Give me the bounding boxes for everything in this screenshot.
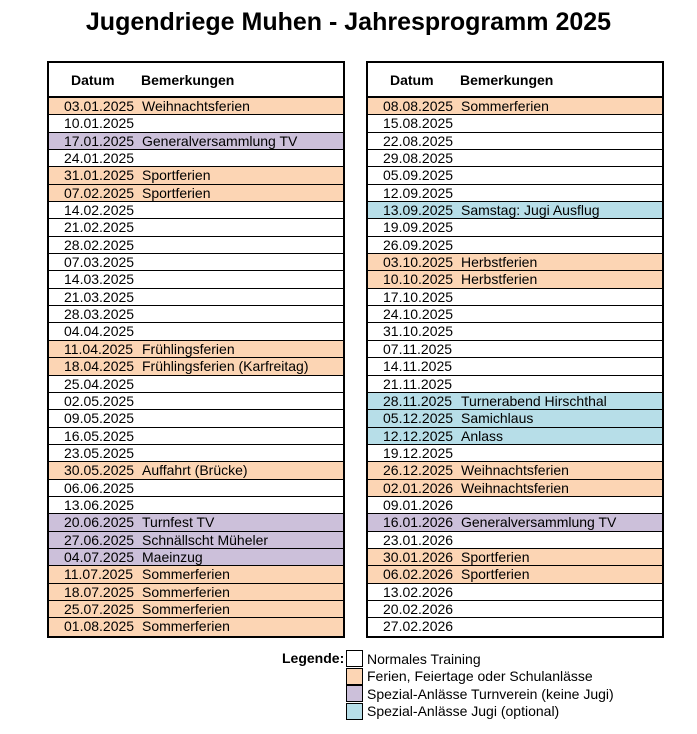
table-row bbox=[49, 584, 343, 601]
table-row bbox=[49, 566, 343, 583]
row-date: 28.11.2025 bbox=[383, 392, 453, 409]
row-date: 22.08.2025 bbox=[383, 132, 454, 149]
table-row bbox=[368, 133, 662, 150]
row-remark: Samichlaus bbox=[461, 410, 534, 427]
row-date: 12.12.2025 bbox=[383, 427, 454, 444]
row-remark: Sommerferien bbox=[142, 618, 230, 635]
table-row bbox=[49, 98, 343, 115]
row-date: 20.02.2026 bbox=[383, 600, 454, 617]
row-date: 28.02.2025 bbox=[64, 236, 135, 253]
row-date: 01.08.2025 bbox=[64, 618, 135, 635]
table-row bbox=[49, 167, 343, 184]
row-date: 05.09.2025 bbox=[383, 167, 454, 184]
row-date: 26.09.2025 bbox=[383, 236, 454, 253]
table-row bbox=[368, 219, 662, 236]
row-remark: Weihnachtsferien bbox=[461, 479, 569, 496]
row-date: 25.04.2025 bbox=[64, 375, 135, 392]
table-row bbox=[368, 410, 662, 427]
row-date: 19.09.2025 bbox=[383, 219, 454, 236]
table-row bbox=[49, 185, 343, 202]
row-date: 21.02.2025 bbox=[64, 219, 135, 236]
table-row bbox=[368, 150, 662, 167]
table-row bbox=[368, 185, 662, 202]
row-remark: Herbstferien bbox=[461, 271, 538, 288]
table-row bbox=[49, 462, 343, 479]
row-remark: Sportferien bbox=[142, 184, 211, 201]
row-remark: Generalversammlung TV bbox=[461, 514, 617, 531]
row-date: 14.03.2025 bbox=[64, 271, 135, 288]
row-remark: Turnfest TV bbox=[142, 514, 215, 531]
table-row bbox=[368, 323, 662, 340]
legend-swatch bbox=[346, 703, 363, 720]
table-row bbox=[49, 289, 343, 306]
row-date: 14.02.2025 bbox=[64, 202, 135, 219]
row-date: 16.01.2026 bbox=[383, 514, 454, 531]
table-row bbox=[49, 306, 343, 323]
table-row bbox=[368, 237, 662, 254]
row-date: 30.05.2025 bbox=[64, 462, 135, 479]
table-row bbox=[368, 549, 662, 566]
row-date: 10.01.2025 bbox=[64, 115, 135, 132]
legend-swatch bbox=[346, 685, 363, 702]
row-remark: Turnerabend Hirschthal bbox=[461, 392, 607, 409]
row-date: 04.04.2025 bbox=[64, 323, 135, 340]
table-row bbox=[49, 497, 343, 514]
table-row bbox=[49, 323, 343, 340]
row-date: 04.07.2025 bbox=[64, 548, 135, 565]
row-remark: Generalversammlung TV bbox=[142, 132, 298, 149]
table-row bbox=[368, 514, 662, 531]
row-date: 23.01.2026 bbox=[383, 531, 454, 548]
row-remark: Herbstferien bbox=[461, 254, 538, 271]
row-date: 14.11.2025 bbox=[383, 358, 453, 375]
table-row bbox=[368, 497, 662, 514]
table-row bbox=[368, 584, 662, 601]
table-row bbox=[368, 358, 662, 375]
row-date: 26.12.2025 bbox=[383, 462, 454, 479]
row-date: 31.01.2025 bbox=[64, 167, 135, 184]
table-row bbox=[368, 601, 662, 618]
row-remark: Sommerferien bbox=[461, 98, 549, 114]
table-row bbox=[368, 115, 662, 132]
table-header bbox=[368, 63, 662, 98]
row-date: 18.04.2025 bbox=[64, 358, 135, 375]
table-row bbox=[49, 514, 343, 531]
row-remark: Weihnachtsferien bbox=[142, 98, 250, 114]
table-row bbox=[368, 254, 662, 271]
row-date: 09.01.2026 bbox=[383, 496, 454, 513]
row-date: 31.10.2025 bbox=[383, 323, 454, 340]
table-row bbox=[368, 271, 662, 288]
schedule-table-left bbox=[47, 61, 345, 638]
table-row bbox=[49, 115, 343, 132]
row-date: 05.12.2025 bbox=[383, 410, 454, 427]
row-remark: Samstag: Jugi Ausflug bbox=[461, 202, 600, 219]
table-row bbox=[368, 462, 662, 479]
table-row bbox=[368, 618, 662, 635]
row-date: 18.07.2025 bbox=[64, 583, 135, 600]
row-remark: Sommerferien bbox=[142, 566, 230, 583]
row-date: 28.03.2025 bbox=[64, 306, 135, 323]
legend-item bbox=[346, 668, 593, 685]
row-remark: Anlass bbox=[461, 427, 504, 444]
row-date: 17.10.2025 bbox=[383, 288, 454, 305]
row-date: 07.03.2025 bbox=[64, 254, 135, 271]
row-date: 02.05.2025 bbox=[64, 392, 135, 409]
table-header bbox=[49, 63, 343, 98]
row-remark: Maeinzug bbox=[142, 548, 203, 565]
row-date: 02.01.2026 bbox=[383, 479, 454, 496]
row-date: 19.12.2025 bbox=[383, 444, 454, 461]
row-date: 06.02.2026 bbox=[383, 566, 454, 583]
row-remark: Frühlingsferien (Karfreitag) bbox=[142, 358, 309, 375]
row-date: 09.05.2025 bbox=[64, 410, 135, 427]
table-row bbox=[368, 167, 662, 184]
row-remark: Schnällscht Müheler bbox=[142, 531, 269, 548]
row-date: 07.11.2025 bbox=[383, 340, 453, 357]
row-date: 17.01.2025 bbox=[64, 132, 135, 149]
row-date: 07.02.2025 bbox=[64, 184, 135, 201]
table-row bbox=[368, 202, 662, 219]
table-row bbox=[368, 428, 662, 445]
table-row bbox=[49, 237, 343, 254]
row-date: 24.01.2025 bbox=[64, 150, 135, 167]
table-row bbox=[49, 150, 343, 167]
legend-text: Normales Training bbox=[367, 650, 481, 667]
table-row bbox=[49, 376, 343, 393]
table-row bbox=[368, 445, 662, 462]
legend-text: Spezial-Anlässe Jugi (optional) bbox=[367, 703, 560, 719]
row-date: 21.03.2025 bbox=[64, 288, 135, 305]
row-date: 29.08.2025 bbox=[383, 150, 454, 167]
row-date: 08.08.2025 bbox=[383, 98, 454, 114]
page-title: Jugendriege Muhen - Jahresprogramm 2025 bbox=[85, 8, 612, 36]
table-row bbox=[49, 341, 343, 358]
legend-swatch bbox=[346, 650, 363, 667]
legend-text: Ferien, Feiertage oder Schulanlässe bbox=[367, 668, 593, 684]
table-row bbox=[368, 306, 662, 323]
row-date: 24.10.2025 bbox=[383, 306, 454, 323]
row-date: 13.06.2025 bbox=[64, 496, 135, 513]
row-date: 11.04.2025 bbox=[64, 340, 134, 357]
table-row bbox=[49, 480, 343, 497]
table-row bbox=[49, 271, 343, 288]
row-date: 27.06.2025 bbox=[64, 531, 135, 548]
header-date: Datum bbox=[390, 71, 434, 88]
row-date: 13.02.2026 bbox=[383, 583, 454, 600]
row-remark: Sommerferien bbox=[142, 600, 230, 617]
row-remark: Sommerferien bbox=[142, 583, 230, 600]
header-remarks: Bemerkungen bbox=[460, 71, 554, 88]
row-remark: Frühlingsferien bbox=[142, 340, 235, 357]
row-date: 10.10.2025 bbox=[383, 271, 454, 288]
table-row bbox=[49, 254, 343, 271]
table-row bbox=[368, 289, 662, 306]
row-remark: Auffahrt (Brücke) bbox=[142, 462, 248, 479]
table-row bbox=[49, 428, 343, 445]
row-date: 25.07.2025 bbox=[64, 600, 135, 617]
row-date: 03.10.2025 bbox=[383, 254, 454, 271]
table-row bbox=[49, 133, 343, 150]
table-row bbox=[368, 532, 662, 549]
row-date: 12.09.2025 bbox=[383, 184, 454, 201]
table-row bbox=[368, 566, 662, 583]
legend-label: Legende: bbox=[282, 650, 345, 666]
table-row bbox=[368, 480, 662, 497]
row-date: 20.06.2025 bbox=[64, 514, 135, 531]
table-row bbox=[49, 618, 343, 635]
table-row bbox=[49, 532, 343, 549]
row-remark: Sportferien bbox=[461, 566, 530, 583]
table-row bbox=[368, 393, 662, 410]
header-remarks: Bemerkungen bbox=[141, 71, 235, 88]
schedule-table-right bbox=[366, 61, 664, 638]
table-row bbox=[49, 445, 343, 462]
legend-swatch bbox=[346, 668, 363, 685]
legend-item bbox=[346, 685, 614, 702]
legend-text: Spezial-Anlässe Turnverein (keine Jugi) bbox=[367, 685, 614, 702]
table-row bbox=[368, 376, 662, 393]
row-date: 27.02.2026 bbox=[383, 618, 454, 635]
table-row bbox=[368, 98, 662, 115]
legend-item bbox=[346, 703, 559, 720]
row-remark: Sportferien bbox=[461, 548, 530, 565]
row-date: 06.06.2025 bbox=[64, 479, 135, 496]
table-row bbox=[49, 393, 343, 410]
row-date: 30.01.2026 bbox=[383, 548, 454, 565]
row-remark: Weihnachtsferien bbox=[461, 462, 569, 479]
row-date: 11.07.2025 bbox=[64, 566, 134, 583]
row-date: 15.08.2025 bbox=[383, 115, 454, 132]
table-row bbox=[49, 601, 343, 618]
row-date: 16.05.2025 bbox=[64, 427, 135, 444]
row-date: 03.01.2025 bbox=[64, 98, 135, 114]
table-row bbox=[49, 410, 343, 427]
row-date: 13.09.2025 bbox=[383, 202, 454, 219]
table-row bbox=[49, 219, 343, 236]
row-date: 21.11.2025 bbox=[383, 375, 453, 392]
table-row bbox=[49, 202, 343, 219]
table-row bbox=[368, 341, 662, 358]
row-remark: Sportferien bbox=[142, 167, 211, 184]
row-date: 23.05.2025 bbox=[64, 444, 135, 461]
header-date: Datum bbox=[71, 71, 115, 88]
table-row bbox=[49, 358, 343, 375]
legend-item bbox=[346, 650, 481, 667]
table-row bbox=[49, 549, 343, 566]
